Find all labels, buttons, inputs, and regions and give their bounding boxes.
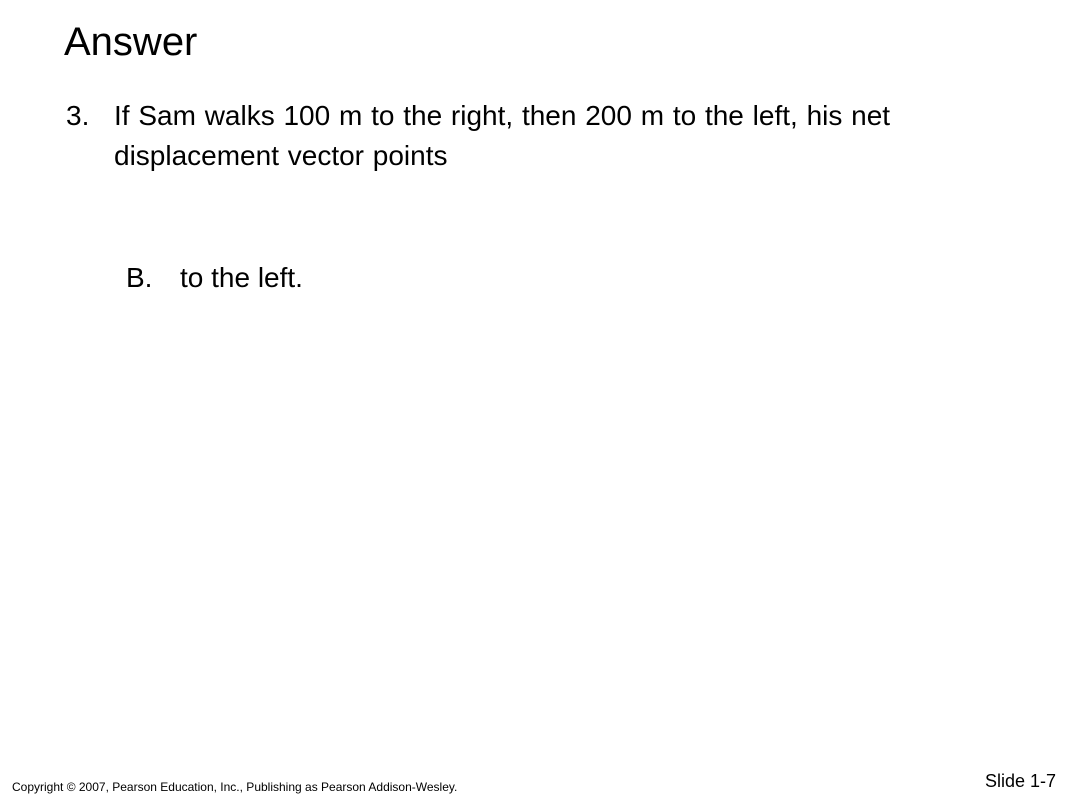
slide-number: Slide 1-7 [984, 771, 1056, 791]
copyright-notice: Copyright © 2007, Pearson Education, Inc., Publishing as Pearson Addison-Wesley. [12, 780, 458, 794]
slide-title: Answer [64, 20, 198, 64]
question [66, 96, 1026, 176]
answer-letter: B. [126, 262, 153, 293]
question-text: If Sam walks 100 m to the right, then 200 m to the left, his net displacement vector points [114, 100, 891, 171]
answer-text: to the left. [180, 262, 303, 293]
answer [126, 258, 303, 298]
question-number: 3. [66, 100, 90, 131]
